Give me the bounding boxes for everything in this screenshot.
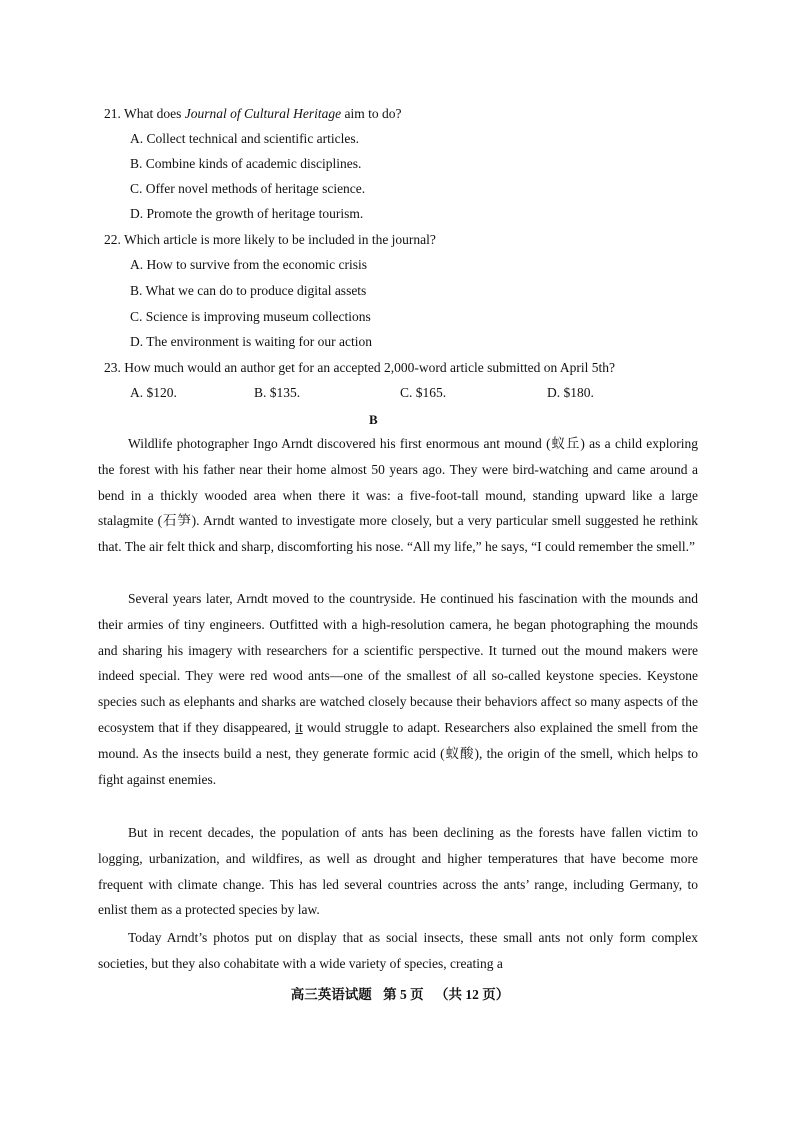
option-23-b: B. $135. [254, 385, 301, 400]
underlined-word: it [295, 719, 303, 735]
option-21-a: A. Collect technical and scientific articles. [130, 131, 360, 146]
option-22-c: C. Science is improving museum collections [130, 309, 371, 324]
page-footer [0, 983, 800, 1003]
option-22-d: D. The environment is waiting for our action [130, 334, 372, 349]
passage-paragraph-2 [98, 586, 698, 792]
option-21-d: D. Promote the growth of heritage tourism. [130, 206, 364, 221]
option-23-d: D. $180. [547, 385, 594, 400]
option-23-c: C. $165. [400, 385, 447, 400]
question-text: What does [124, 106, 185, 121]
question-23-stem [104, 360, 615, 376]
option-21-b: B. Combine kinds of academic disciplines. [130, 156, 362, 171]
passage-paragraph-1: Wildlife photographer Ingo Arndt discovered his first enormous ant mound (蚁丘) as a child exploring the forest with his father near their home almost 50 years ago. They were bird-watching and came around a bend in a thickly wooded area when there it was: a five-foot-tall mound, standing upward like a large stalagmite (石笋). Arndt wanted to investigate more closely, but a very particular smell suggested he rethink that. The air felt thick and sharp, discomforting his nose. “All my life,” he says, “I could remember the smell.” [98, 436, 698, 555]
question-number: 22. [104, 232, 121, 247]
passage-paragraph-3: But in recent decades, the population of ants has been declining as the forests have fallen victim to logging, urbanization, and wildfires, as well as drought and higher temperatures that have become more frequent with climate change. This has led several countries across the ants’ range, including Germany, to enlist them as a protected species by law. [98, 825, 698, 918]
paragraph-text: would struggle to adapt. Researchers also explained the smell from the mound. As the insects build a nest, they generate formic acid (蚁酸), the origin of the smell, which helps to fight against enemies. [98, 719, 698, 787]
option-22-a: A. How to survive from the economic crisis [130, 257, 367, 272]
question-number: 23. [104, 360, 121, 375]
question-text: Which article is more likely to be included in the journal? [124, 232, 436, 247]
question-22-stem [104, 232, 436, 248]
question-number: 21. [104, 106, 121, 121]
footer-total-pages: （共 12 页） [435, 987, 510, 1002]
section-b-label: B [369, 412, 378, 427]
footer-title: 高三英语试题 [290, 987, 372, 1002]
option-21-c: C. Offer novel methods of heritage science. [130, 181, 366, 196]
paragraph-text: Several years later, Arndt moved to the countryside. He continued his fascination with the mounds and their armies of tiny engineers. Outfitted with a high-resolution camera, he began photographing the mounds and sharing his imagery with researchers for a scientific perspective. It turned out the mound makers were indeed special. They were red wood ants—one of the smallest of all so-called keystone species. Keystone species such as elephants and sharks are watched closely because their behaviors affect so many aspects of the ecosystem that if they disappeared, [98, 591, 698, 735]
journal-title: Journal of Cultural Heritage [184, 106, 342, 121]
option-22-b: B. What we can do to produce digital assets [130, 283, 367, 298]
passage-paragraph-4: Today Arndt’s photos put on display that as social insects, these small ants not only form complex societies, but they also cohabitate with a wide variety of species, creating a [98, 930, 698, 971]
footer-page-number: 第 5 页 [383, 987, 424, 1002]
question-text: How much would an author get for an accepted 2,000-word article submitted on April 5th? [124, 360, 615, 375]
option-23-a: A. $120. [130, 385, 177, 400]
question-21-stem [104, 106, 402, 122]
question-text: aim to do? [341, 106, 402, 121]
